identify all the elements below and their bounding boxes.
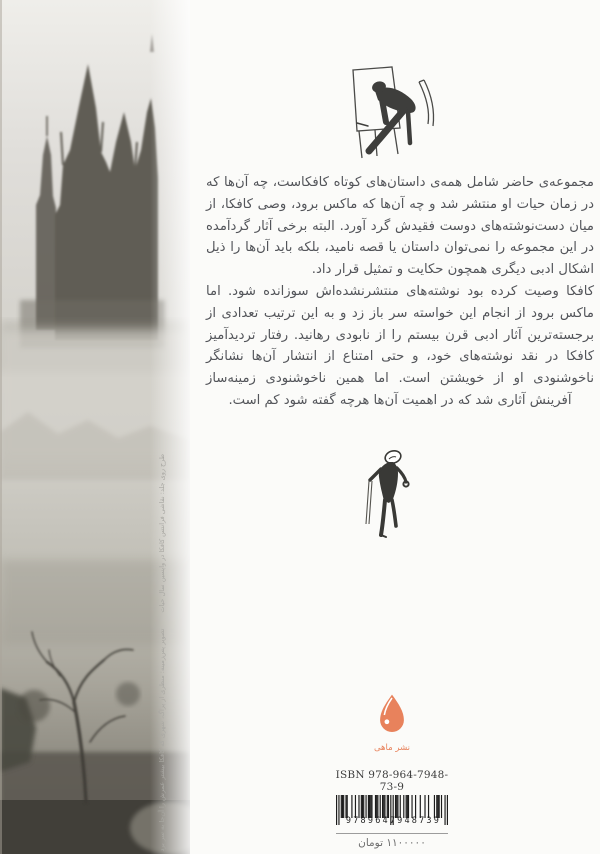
- cover-art-credit: طرح روی جلد: نقاشی فرانتس کافکا در واپسین سال حیات: [158, 454, 166, 613]
- isbn-text: ISBN 978-964-7948-73-9: [335, 769, 449, 793]
- background-photo-credit: تصویر پس‌زمینه: منظری از پراگ، شهری که کافکا بیشتر عمرش را آن‌جا به سر برد: [158, 628, 166, 852]
- back-cover-blurb: [206, 172, 594, 412]
- blurb-paragraph-2: کافکا وصیت کرده بود نوشته‌های منتشرنشده‌اش سوزانده شود. اما ماکس برود از انجام این خواسته سر باز زد و به این ترتیب تعدادی از برجسته‌ترین آثار ادبی قرن بیستم را از نابودی رهانید. رفتار تردیدآمیز کافکا در نقد نوشته‌های خود، و حتی امتناع از انتشار آن‌ها نشانگر ناخوشنودی او از خویشتن است. اما همین ناخوشنودی زمینه‌ساز آفرینش آثاری شد که در اهمیت آن‌ها هرچه گفته شود کم است.: [206, 283, 594, 408]
- publisher-block: [371, 692, 413, 753]
- blurb-paragraph-1: مجموعه‌ی حاضر شامل همه‌ی داستان‌های کوتاه کافکاست، چه آن‌ها که در زمان حیات او منتشر شد و چه آن‌ها که ماکس برود، وصی کافکا، از میان دست‌نوشته‌های دوست فقیدش گرد آورد. البته برخی آثار گردآمده در این مجموعه را نمی‌توان داستان یا قصه نامید، بلکه باید آن‌ها را ذیل اشکال ادبی دیگری همچون حکایت و تمثیل قرار داد.: [206, 175, 594, 278]
- isbn-block: [330, 769, 454, 849]
- publisher-name: نشر ماهی: [373, 743, 411, 753]
- price-divider-line: [336, 833, 448, 834]
- cover-credit-vertical-text: [158, 454, 171, 852]
- kafka-sketch-walking-man-with-cane: [353, 449, 425, 544]
- mahi-fish-drop-logo: [375, 692, 409, 738]
- logo-drop-shape: [380, 695, 404, 732]
- barcode-digits: 9789647948739: [345, 816, 442, 826]
- fish-eye: [385, 719, 390, 724]
- price-text: ۱۱۰۰۰۰۰ تومان: [358, 837, 426, 849]
- kafka-sketch-figure-at-desk: [347, 66, 443, 166]
